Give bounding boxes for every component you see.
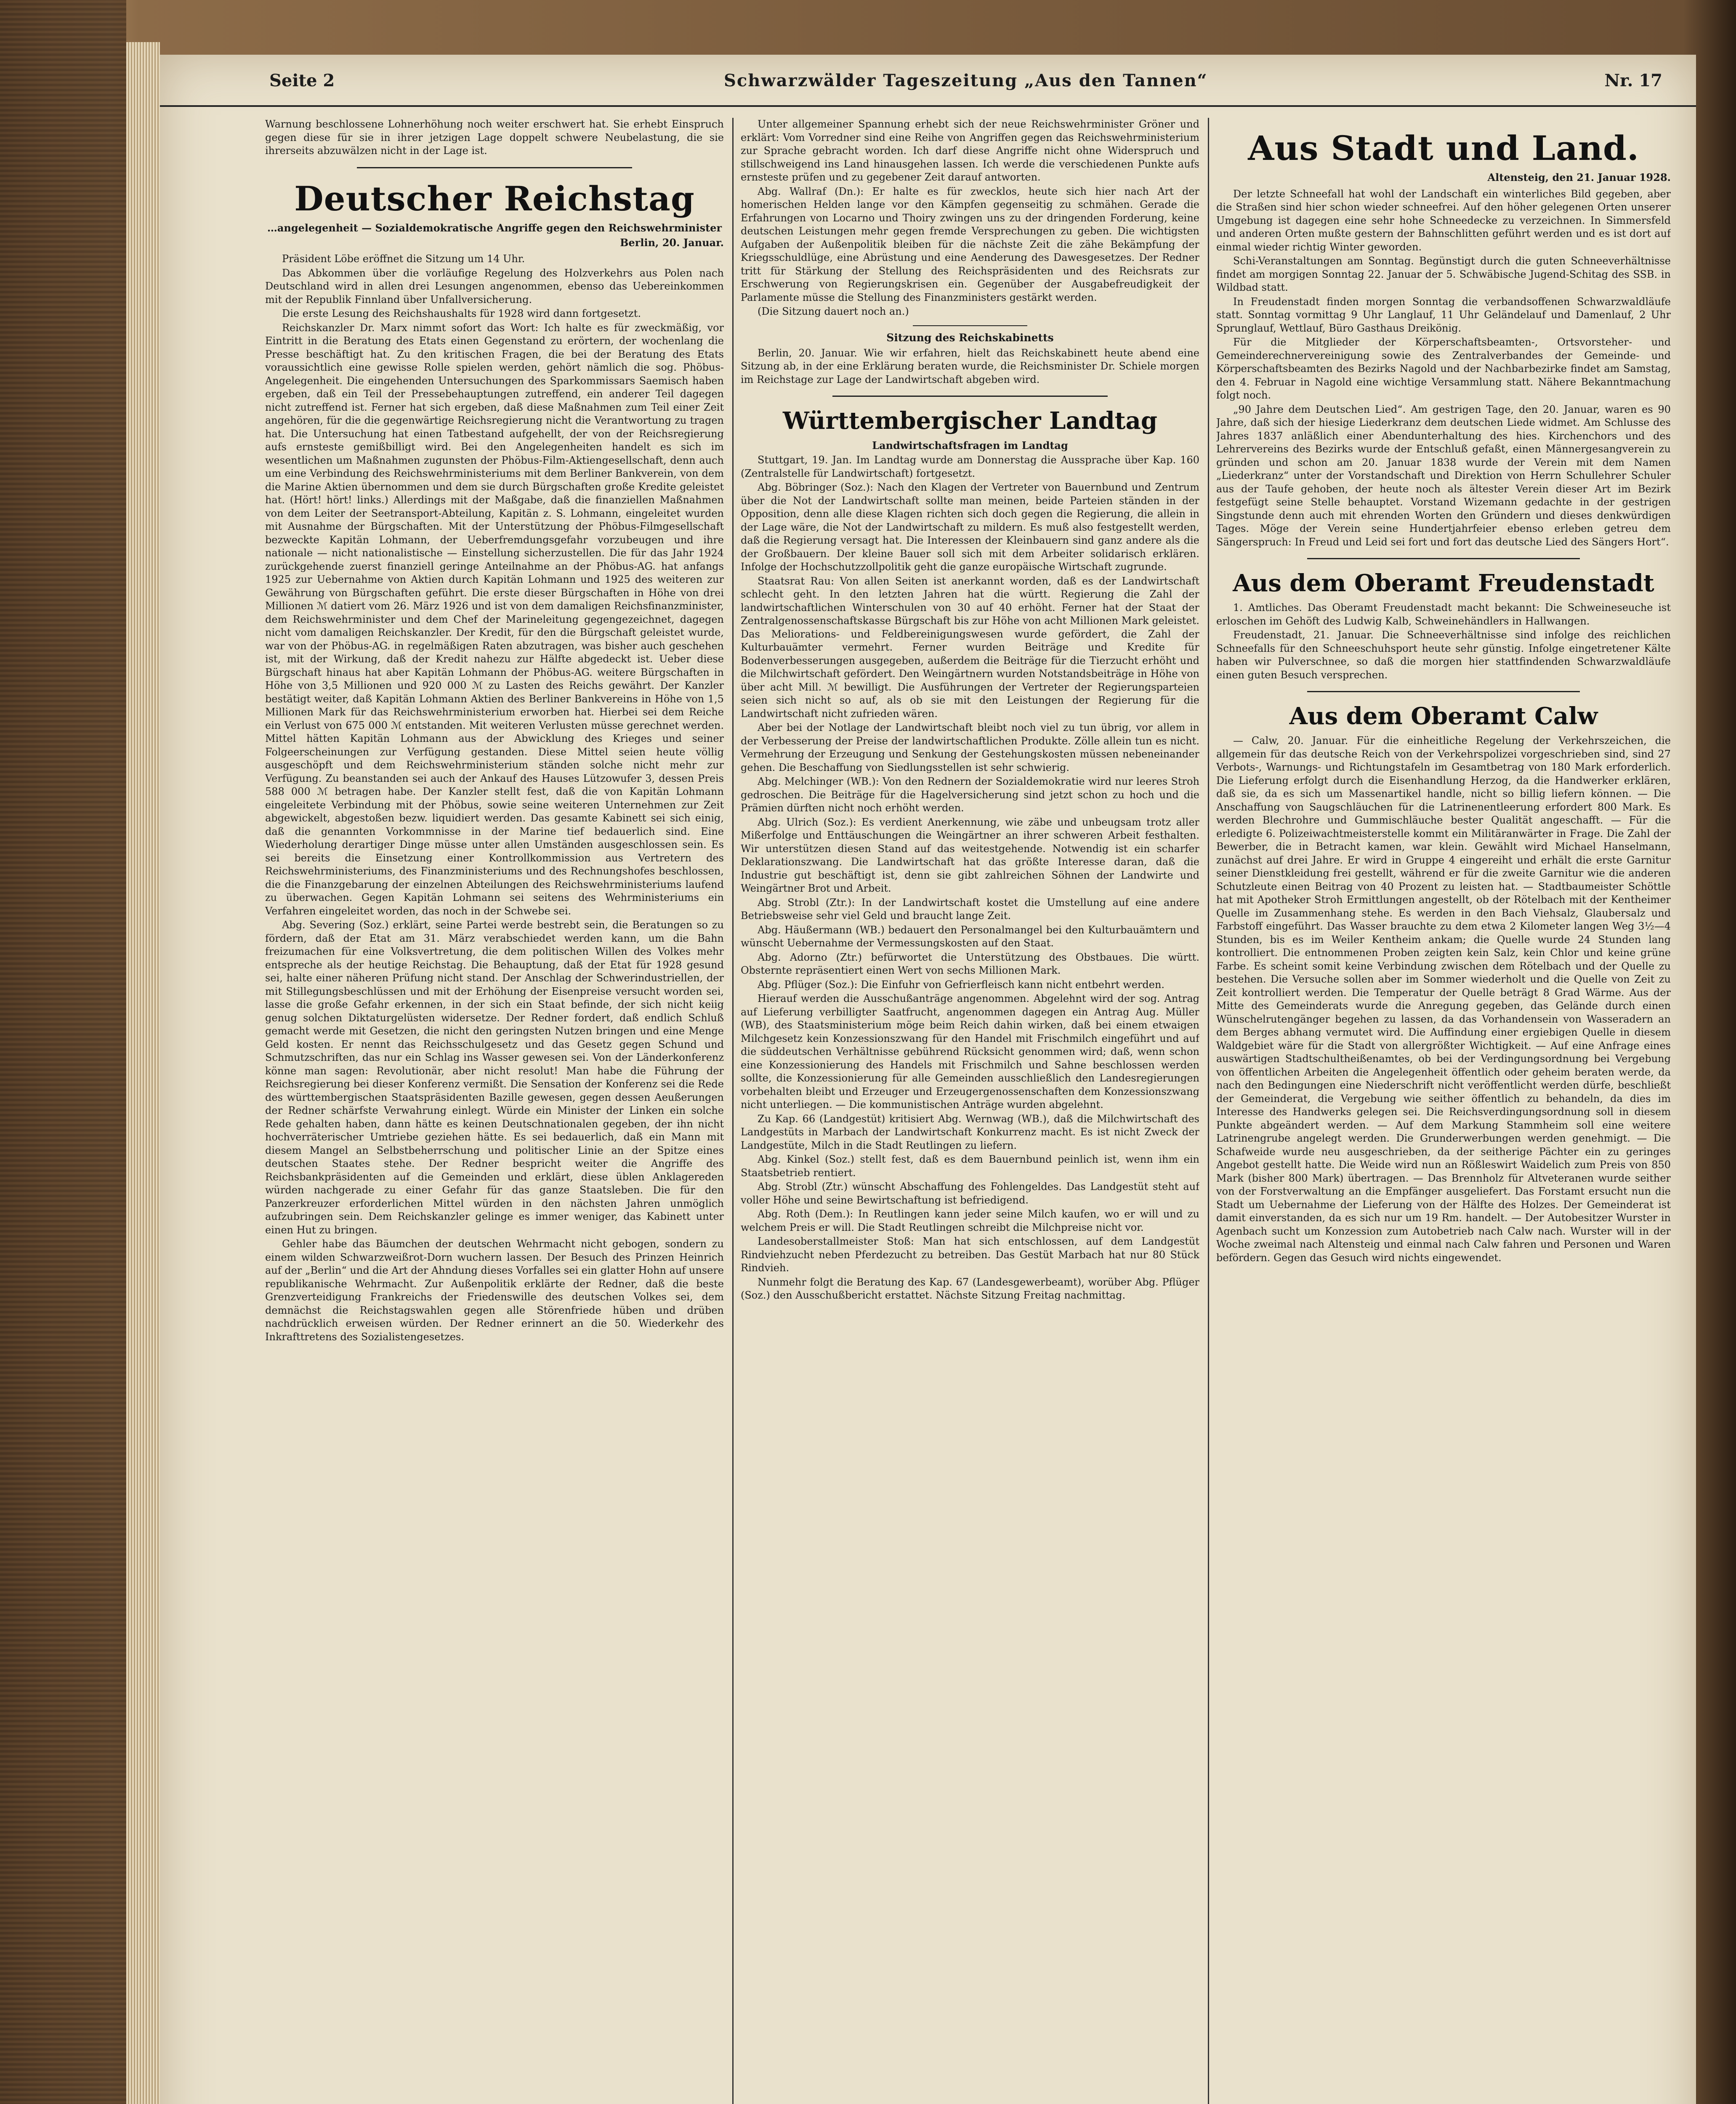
headline-freudenstadt: Aus dem Oberamt Freudenstadt (1233, 569, 1654, 597)
column-rule (732, 118, 734, 2104)
article-paragraph: Abg. Pflüger (Soz.): Die Einfuhr von Gefrierfleisch kann nicht entbehrt werden. (758, 978, 1165, 991)
article-divider (913, 325, 1028, 326)
headline-landtag: Württembergischer Landtag (783, 407, 1157, 435)
column-rule (1208, 118, 1209, 2104)
article-paragraph: Landesoberstallmeister Stoß: Man hat sich entschlossen, auf dem Landgestüt Rindviehzucht neben Pferdezucht zu betreiben. Das Gestüt Marbach hat nur 80 Stück Rindvieh. (741, 1235, 1199, 1274)
article-paragraph: Für die Mitglieder der Körperschaftsbeamten-, Ortsvorsteher- und Gemeinderechnervereinigung sowie des Zentralverbandes der Gemeinde- und Körperschaftsbeamten des Bezirks Nagold und der Nachbarbezirke findet am Samstag, den 4. Februar in Nagold eine wichtige Versammlung statt. Nähere Bekanntmachung folgt noch. (1216, 336, 1671, 401)
article-paragraph: Schi-Veranstaltungen am Sonntag. Begünstigt durch die guten Schneeverhältnisse findet am morgigen Sonntag 22. Januar der 5. Schwäbische Jugend-Schitag des SSB. in Wildbad statt. (1216, 255, 1671, 293)
article-paragraph: Abg. Böbringer (Soz.): Nach den Klagen der Vertreter von Bauernbund und Zentrum über die Not der Landwirtschaft sollte man meinen, beide Parteien ständen in der Opposition, denn alle diese Klagen richten sich doch gegen die Regierung, die allein in der Lage wäre, die Not der Landwirtschaft zu mildern. Es muß also festgestellt werden, daß die Regierung versagt hat. Die Interessen der Kleinbauern sind ganz andere als die der Großbauern. Der kleine Bauer soll sich mit dem Arbeiter solidarisch erklären. Infolge der Hochschutzzollpolitik geht die ganze europäische Wirtschaft zugrunde. (741, 481, 1199, 573)
article-paragraph: Abg. Ulrich (Soz.): Es verdient Anerkennung, wie zäbe und unbeugsam trotz aller Mißerfolge und Enttäuschungen die Weingärtner an ihrer schweren Arbeit festhalten. Wir unterstützen diesen Stand auf das weitestgehende. Notwendig ist ein scharfer Deklarationszwang. Die Landwirtschaft hat das größte Interesse daran, daß die Industrie gut beschäftigt ist, denn sie gibt zahlreichen Söhnen der Landwirte und Weingärtner Brot und Arbeit. (741, 816, 1199, 894)
article-paragraph: Abg. Kinkel (Soz.) stellt fest, daß es dem Bauernbund peinlich ist, wenn ihm ein Staatsbetrieb rentiert. (741, 1153, 1199, 1179)
article-paragraph: Reichskanzler Dr. Marx nimmt sofort das Wort: Ich halte es für zweckmäßig, vor Eintritt in die Beratung des Etats einen Gegenstand zu erörtern, der wochenlang die Presse beschäftigt hat. Zu den kritischen Fragen, die bei der Beratung des Etats voraussichtlich eine gewisse Rolle spielen werden, gehört nämlich die sog. Phöbus-Angelegenheit. Die eingehenden Untersuchungen des Sparkommissars Saemisch haben ergeben, daß ein Teil der Pressebehauptungen zutreffend, ein anderer Teil dagegen nicht zutreffend ist. Ferner hat sich ergeben, daß diese Maßnahmen zum Teil einer Zeit angehören, für die die gegenwärtige Reichsregierung nicht die Verantwortung zu tragen hat. Die Untersuchung hat einen Tatbestand aufgehellt, der von der Reichsregierung aufs ernsteste gemißbilligt wird. Bei den Angelegenheiten handelt es sich im wesentlichen um Maßnahmen zugunsten der Phöbus-Film-Aktiengesellschaft, denn auch um eine Verbindung des Reichswehrministeriums mit dem Berliner Bankverein, von dem die Marine Aktien übernommen und dem sie durch Bürgschaften große Kredite geleistet hat. (Hört! hört! links.) Allerdings mit der Maßgabe, daß die finanziellen Maßnahmen von dem Leiter der Seetransport-Abteilung, Kapitän z. S. Lohmann, eingeleitet wurden mit Ausnahme der Bürgschaften. Mit der Unterstützung der Phöbus-Filmgesellschaft bezweckte Kapitän Lohmann, der Ueberfremdungsgefahr vorzubeugen und ihre nationale — nicht nationalistische — Einstellung sicherzustellen. Die für das Jahr 1924 zurückgehende zuerst finanziell geringe Anteilnahme an der Phöbus-AG. hat anfangs 1925 zur Uebernahme von Aktien durch Kapitän Lohmann und 1925 des weiteren zur Gewährung von Bürgschaften geführt. Die erste dieser Bürgschaften in Höhe von drei Millionen ℳ datiert vom 26. März 1926 und ist von dem damaligen Reichsfinanzminister, dem Reichswehrminister und dem Chef der Marineleitung gegengezeichnet, dagegen nicht vom damaligen Reichskanzler. Der Kredit, für den die Bürgschaft geleistet wurde, war von der Phöbus-AG. in regelmäßigen Raten abzutragen, was bisher auch geschehen ist, mit der Wirkung, daß der Kredit nahezu zur Hälfte abgedeckt ist. Ueber diese Bürgschaft hinaus hat aber Kapitän Lohmann der Phöbus-AG. weitere Bürgschaften in Höhe von 3,5 Millionen und 920 000 ℳ zu Lasten des Reichs gewährt. Der Kanzler bestätigt weiter, daß Kapitän Lohmann Aktien des Berliner Bankvereins in Höhe von 1,5 Millionen Mark für das Reichswehrministerium erworben hat. Hierbei sei dem Reiche ein Verlust von 675 000 ℳ entstanden. Mit weiteren Verlusten müsse gerechnet werden. Mittel hätten Kapitän Lohmann aus der Abwicklung des Krieges und seiner Folgeerscheinungen zur Verfügung gestanden. Diese Mittel seien heute völlig ausgeschöpft und dem Reichswehrministerium ständen solche nicht mehr zur Verfügung. Zu beanstanden sei auch der Ankauf des Hauses Lützowufer 3, dessen Preis 588 000 ℳ betragen habe. Der Kanzler stellt fest, daß die von Kapitän Lohmann eingeleitete Verbindung mit der Phöbus, sowie seine weiteren Unternehmen zur Zeit abgewickelt, abgestoßen bezw. liquidiert werden. Das gesamte Kabinett sei sich einig, daß die genannten Vorkommnisse in der Marine tief bedauerlich sind. Eine Wiederholung derartiger Dinge müsse unter allen Umständen ausgeschlossen sein. Es sei bereits die Einsetzung einer Kontrollkommission aus Vertretern des Reichswehrministeriums, des Finanzministeriums und des Rechnungshofes beschlossen, die die Finanzgebarung der einzelnen Abteilungen des Reichswehrministeriums laufend zu überwachen. Gegen Kapitän Lohmann sei seitens des Wehrministeriums ein Verfahren eingeleitet worden, das noch in der Schwebe sei. (265, 321, 724, 917)
article-paragraph: „90 Jahre dem Deutschen Lied“. Am gestrigen Tage, den 20. Januar, waren es 90 Jahre, daß sich der hiesige Liederkranz dem deutschen Liede widmet. Am Schlusse des Jahres 1837 anläßlich einer Abendunterhaltung des hies. Kirchenchors und des Lehrervereins des Bezirks wurde der Entschluß gefaßt, einen Männergesangverein zu gründen und schon am 20. Januar 1838 wurde der Verein mit dem Namen „Liederkranz“ unter der Vorstandschaft und Direktion von Herrn Schullehrer Schuler aus der Taufe gehoben, der heute noch als ältester Verein dieser Art im Bezirk festgefügt seine Stelle behauptet. Vorstand Wizemann gedachte in der gestrigen Singstunde denn auch mit ehrenden Worten den Gründern und dieses denkwürdigen Tages. Möge der Verein seine Hundertjahrfeier ebenso erleben getreu dem Sängerspruch: In Freud und Leid sei fort und fort das deutsche Lied des Sängers Hort“. (1216, 403, 1671, 548)
article-paragraph: — Calw, 20. Januar. Für die einheitliche Regelung der Verkehrszeichen, die allgemein für das deutsche Reich von der Verkehrspolizei vorgeschrieben sind, sind 27 Verbots-, Warnungs- und Richtungstafeln im Gesamtbetrag von 180 Mark erforderlich. Die Lieferung erfolgt durch die Eisenhandlung Herzog, da die Handwerker erklären, daß sie, da es sich um Massenartikel handle, nicht so billig liefern können. — Die Anschaffung von Saugschläuchen für die Latrinenentleerung erfordert 800 Mark. Es werden Blechrohre und Gummischläuche bester Qualität angeschafft. — Für die erledigte 6. Polizeiwachtmeisterstelle kommt ein Militäranwärter in Frage. Die Zahl der Bewerber, die in Betracht kamen, war klein. Gewählt wird Michael Hanselmann, zunächst auf drei Jahre. Er wird in Gruppe 4 eingereiht und erhält die erste Garnitur seiner Dienstkleidung frei gestellt, während er für die zweite Garnitur wie die anderen Schutzleute einen Beitrag von 40 Prozent zu leisten hat. — Stadtbaumeister Schöttle hat mit Apotheker Stroh Ermittlungen angestellt, ob der Rötelbach mit der Kentheimer Quelle im Zusammenhang stehe. Es werden in den Bach Viehsalz, Glaubersalz und Farbstoff eingeführt. Das Wasser brauchte zu dem etwa 2 Kilometer langen Weg 3½—4 Stunden, bis es im Weiler Kentheim ankam; die Quelle wurde 24 Stunden lang kontrolliert. Die entnommenen Proben zeigten kein Salz, kein Chlor und keine grüne Farbe. Es scheint somit keine Verbindung zwischen dem Rötelbach und der Quelle zu bestehen. Die Versuche sollen aber im Sommer wiederholt und die Quelle von Zeit zu Zeit kontrolliert werden. Die Temperatur der Quelle beträgt 8 Grad Wärme. Aus der Mitte des Gemeinderats wurde die Anregung gegeben, das Gelände durch einen Wünschelrutengänger begehen zu lassen, da das Vorhandensein von Wasseradern an dem Berges abhang vermutet wird. Die Auffindung einer ergiebigen Quelle in diesem Waldgebiet wäre für die Stadt von allergrößter Wichtigkeit. — Auf eine Anfrage eines auswärtigen Stadtschultheißenamtes, ob bei der Verdingungsordnung bei Vergebung von öffentlichen Arbeiten die Angelegenheit öffentlich oder geheim beraten werde, da nach den Bedingungen eine Niederschrift nicht veröffentlicht werden dürfe, beschließt der Gemeinderat, die Vergebung wie seither öffentlich zu behandeln, da dies im Interesse des Handwerks gelegen sei. Die Reichsverdingungsordnung soll in diesem Punkte abgeändert werden. — Auf dem Markung Stammheim soll eine weitere Latrinengrube angelegt werden. Die Grunderwerbungen werden genehmigt. — Die Schafweide wurde neu ausgeschrieben, da der seitherige Pächter ein zu geringes Angebot gestellt hatte. Die Weide wird nun an Rößleswirt Waidelich zum Preis von 850 Mark (bisher 800 Mark) übertragen. — Das Brennholz für Altveteranen wurde seither von der Forstverwaltung an die Empfänger ausgeliefert. Das Forstamt ersucht nun die Stadt um Uebernahme der Lieferung von der Hälfte des Holzes. Der Gemeinderat ist damit einverstanden, da es sich nur um 19 Rm. handelt. — Der Autobesitzer Wurster in Agenbach sucht um Konzession zum Autobetrieb nach Calw nach. Wurster will in der Woche zweimal nach Altensteig und einmal nach Calw fahren und Personen und Waren befördern. Gegen das Gesuch wird nichts eingewendet. (1216, 735, 1671, 1264)
article-paragraph: Aber bei der Notlage der Landwirtschaft bleibt noch viel zu tun übrig, vor allem in der Verbesserung der Preise der landwirtschaftlichen Produkte. Zölle allein tun es nicht. Vermehrung der Erzeugung und Senkung der Gestehungskosten müssen nebeneinander gehen. Die Beschaffung von Siedlungsstellen ist sehr schwierig. (741, 722, 1199, 773)
article-paragraph: Nunmehr folgt die Beratung des Kap. 67 (Landesgewerbeamt), worüber Abg. Pflüger (Soz.) den Ausschußbericht erstattet. Nächste Sitzung Freitag nachmittag. (741, 1276, 1199, 1301)
article-divider (832, 396, 1108, 397)
headline-stadt-land: Aus Stadt und Land. (1248, 128, 1639, 168)
article-paragraph: (Die Sitzung dauert noch an.) (758, 306, 909, 317)
article-paragraph: Gehler habe das Bäumchen der deutschen Wehrmacht nicht gebogen, sondern zu einem wilden Schwarzweißrot-Dorn wuchern lassen. Der Besuch des Prinzen Heinrich auf der „Berlin“ und die Art der Ahndung dieses Vorfalles sei ein glatter Hohn auf unsere republikanische Wehrmacht. Zur Außenpolitik erklärte der Redner, daß die beste Grenzverteidigung Frankreichs der Friedenswille des deutschen Volkes sei, dem demnächst die Reichstagswahlen gegen alle Störenfriede hüben und drüben nachdrücklich erweisen würden. Der Redner erinnert an die 50. Wiederkehr des Inkrafttretens des Sozialistengesetzes. (265, 1238, 724, 1343)
newspaper-title: Schwarzwälder Tageszeitung „Aus den Tannen“ (724, 71, 1208, 90)
article-paragraph: Abg. Adorno (Ztr.) befürwortet die Unterstützung des Obstbaues. Die württ. Obsternte repräsentiert einen Wert von sechs Millionen Mark. (741, 951, 1199, 976)
article-paragraph: Hierauf werden die Ausschußanträge angenommen. Abgelehnt wird der sog. Antrag auf Lieferung verbilligter Saatfrucht, angenommen dagegen ein Antrag Aug. Müller (WB), des Staatsministerium möge beim Reich dahin wirken, daß bei einem etwaigen Milchgesetz kein Konzessionszwang für den Handel mit Frischmilch eingeführt und auf die süddeutschen Verhältnisse gebührend Rücksicht genommen wird; daß, wenn schon eine Konzessionierung des Handels mit Frischmilch und Sahne beschlossen werden sollte, die Konzessionierung für alle Gemeinden ausschließlich den Landesregierungen vorbehalten bleibt und Erzeuger und Erzeugergenossenschaften dem Konzessionszwang nicht unterliegen. — Die kommunistischen Anträge wurden abgelehnt. (741, 993, 1199, 1110)
subheadline: …angelegenheit — Sozialdemokratische Angriffe gegen den Reichswehrminister (267, 221, 722, 234)
book-binding (0, 0, 126, 2104)
article-paragraph: Stuttgart, 19. Jan. Im Landtag wurde am Donnerstag die Aussprache über Kap. 160 (Zentralstelle für Landwirtschaft) fortgesetzt. (741, 454, 1199, 479)
article-text: Warnung beschlossene Lohnerhöhung noch weiter erschwert hat. Sie erhebt Einspruch gegen diese für sie in ihrer jetzigen Lage doppelt schwere Neubelastung, die sie ihrerseits abzuwälzen nicht in der Lage ist. (265, 118, 724, 157)
article-paragraph: Berlin, 20. Januar. Wie wir erfahren, hielt das Reichskabinett heute abend eine Sitzung ab, in der eine Erklärung beraten wurde, die Reichsminister Dr. Schiele morgen im Reichstage zur Lage der Landwirtschaft abgeben wird. (741, 347, 1199, 385)
subheadline: Landwirtschaftsfragen im Landtag (872, 439, 1068, 452)
article-paragraph: Freudenstadt, 21. Januar. Die Schneeverhältnisse sind infolge des reichlichen Schneefalls für den Schneeschuhsport heute sehr günstig. Infolge eingetretener Kälte haben wir Pulverschnee, so daß die morgen hier stattfindenden Schwarzwaldläufe einen guten Besuch versprechen. (1216, 629, 1671, 681)
headline-reichstag: Deutscher Reichstag (294, 178, 695, 218)
article-paragraph: Der letzte Schneefall hat wohl der Landschaft ein winterliches Bild gegeben, aber die Straßen sind hier schon wieder schneefrei. Auf den höher gelegenen Orten unserer Umgebung ist dagegen eine sehr hohe Schneedecke zu verzeichnen. In Simmersfeld und anderen Orten mußte gestern der Bahnschlitten geführt werden und es ist dort auf einmal wieder richtig Winter geworden. (1216, 188, 1671, 253)
article-paragraph: 1. Amtliches. Das Oberamt Freudenstadt macht bekannt: Die Schweineseuche ist erloschen im Gehöft des Ludwig Kalb, Schweinehändlers in Hallwangen. (1216, 602, 1671, 627)
headline-calw: Aus dem Oberamt Calw (1289, 702, 1598, 730)
page-header (160, 55, 1696, 107)
article-paragraph: Abg. Severing (Soz.) erklärt, seine Partei werde bestrebt sein, die Beratungen so zu fördern, daß der Etat am 31. März verabschiedet werden kann, um die Bahn freizumachen für eine Volksvertretung, die dem politischen Willen des Volkes mehr entspreche als der heutige Reichstag. Die Behauptung, daß der Etat für 1928 gesund sei, halte einer näheren Prüfung nicht stand. Der Anschlag der Schwerindustriellen, der mit Stillegungsbeschlüssen und mit der Erhöhung der Eisenpreise versucht worden sei, lasse die große Gefahr erkennen, in der sich ein Staat befinde, der sich nicht keiig genug solchen Diktaturgelüsten widersetze. Der Redner fordert, daß endlich Schluß gemacht werde mit Gesetzen, die nicht den geringsten Nutzen bringen und eine Menge Geld kosten. Er nennt das Reichsschulgesetz und das Gesetz gegen Schund und Schmutzschriften, das nur ein Schlag ins Wasser gewesen sei. Von der Länderkonferenz könne man sagen: Revolutionär, aber nicht resolut! Man habe die Führung der Reichsregierung bei dieser Konferenz vermißt. Die Sensation der Konferenz sei die Rede des württembergischen Staatspräsidenten Bazille gewesen, gegen dessen Aeußerungen der Redner schärfste Verwahrung einlegt. Würde ein Minister der Linken ein solche Rede gehalten haben, dann hätte es keinen Deutschnationalen gegeben, der ihn nicht hochverräterischer Umtriebe geziehen hätte. Es sei bedauerlich, daß ein Mann mit diesem Mangel an Selbstbeherrschung und politischer Linie an der Spitze eines deutschen Staates stehe. Der Redner bespricht weiter die Angriffe des Reichsbankpräsidenten auf die Gemeinden und erklärt, diese üblen Anklagereden würden nachgerade zu einer Gefahr für das ganze Staatsleben. Die für den Panzerkreuzer erforderlichen Mittel würden in den nächsten Jahren unmöglich aufzubringen sein. Dem Reichskanzler gelinge es immer weniger, das Kabinett unter einen Hut zu bringen. (265, 919, 724, 1236)
article-paragraph: Präsident Löbe eröffnet die Sitzung um 14 Uhr. (282, 253, 525, 265)
subheadline-kabinett: Sitzung des Reichskabinetts (886, 331, 1054, 344)
article-paragraph: Abg. Strobl (Ztr.): In der Landwirtschaft kostet die Umstellung auf eine andere Betriebsweise sehr viel Geld und braucht lange Zeit. (741, 896, 1199, 922)
column-2 (741, 118, 1199, 2104)
issue-number: Nr. 17 (1604, 71, 1662, 90)
article-divider (1307, 691, 1580, 692)
column-3 (1216, 118, 1671, 2104)
article-divider (1307, 558, 1580, 559)
article-paragraph: Zu Kap. 66 (Landgestüt) kritisiert Abg. Wernwag (WB.), daß die Milchwirtschaft des Landgestüts in Marbach der Landwirtschaft Konkurrenz macht. Es ist nicht Zweck der Landgestüte, Milch in die Stadt Reutlingen zu liefern. (741, 1113, 1199, 1151)
column-1 (265, 118, 724, 2104)
page-number: Seite 2 (269, 71, 335, 90)
dateline: Altensteig, den 21. Januar 1928. (1487, 171, 1671, 183)
article-paragraph: Abg. Roth (Dem.): In Reutlingen kann jeder seine Milch kaufen, wo er will und zu welchem Preis er will. Die Stadt Reutlingen schreibt die Milchpreise nicht vor. (741, 1208, 1199, 1233)
page-edges (126, 42, 160, 2104)
article-paragraph: Abg. Häußermann (WB.) bedauert den Personalmangel bei den Kulturbauämtern und wünscht Uebernahme der Vermessungskosten auf den Staat. (741, 924, 1199, 949)
article-paragraph: Unter allgemeiner Spannung erhebt sich der neue Reichswehrminister Gröner und erklärt: Vom Vorredner sind eine Reihe von Angriffen gegen das Reichswehrministerium zur Sprache gebracht worden. Ich darf diese Angriffe nicht ohne Widerspruch und stillschweigend ins Land hinausgehen lassen. Ich werde die verschiedenen Punkte aufs ernsteste prüfen und zu gegebener Zeit darauf antworten. (741, 118, 1199, 183)
article-paragraph: Staatsrat Rau: Von allen Seiten ist anerkannt worden, daß es der Landwirtschaft schlecht geht. In den letzten Jahren hat die württ. Regierung die Zahl der landwirtschaftlichen Winterschulen von 30 auf 40 erhöht. Ferner hat der Staat der Zentralgenossenschaftskasse Bürgschaft bis zur Höhe von acht Millionen Mark geleistet. Das Meliorations- und Feldbereinigungswesen wurde gefördert, die Zahl der Kulturbauämter vermehrt. Ferner wurden Beiträge und Kredite für Bodenverbesserungen ausgegeben, außerdem die Beiträge für die Tierzucht erhöht und die Milchwirtschaft gefördert. Den Weingärtnern wurden Notstandsbeiträge in Höhe von über acht Mill. ℳ bewilligt. Die Ausführungen der Vertreter der Regierungsparteien seien sich nicht so auf, als ob sie mit den Leistungen der Regierung für die Landwirtschaft nicht zufrieden wären. (741, 575, 1199, 720)
article-paragraph: Abg. Melchinger (WB.): Von den Rednern der Sozialdemokratie wird nur leeres Stroh gedroschen. Die Beiträge für die Hagelversicherung sind jetzt schon zu hoch und die Prämien dürften nicht noch erhöht werden. (741, 776, 1199, 814)
article-paragraph: Das Abkommen über die vorläufige Regelung des Holzverkehrs aus Polen nach Deutschland wird in allen drei Lesungen angenommen, ebenso das Uebereinkommen mit der Republik Finnland über Unfallversicherung. (265, 267, 724, 306)
article-divider (357, 167, 632, 168)
article-paragraph: Abg. Strobl (Ztr.) wünscht Abschaffung des Fohlengeldes. Das Landgestüt steht auf voller Höhe und seine Bewirtschaftung ist befriedigend. (741, 1181, 1199, 1206)
article-paragraph: Die erste Lesung des Reichshaushalts für 1928 wird dann fortgesetzt. (282, 308, 641, 319)
newspaper-page (160, 55, 1696, 2104)
article-paragraph: Abg. Wallraf (Dn.): Er halte es für zwecklos, heute sich hier nach Art der homerischen Helden lange vor den Kämpfen gegenseitig zu schmähen. Gerade die Erfahrungen von Locarno und Thoiry zwingen uns zu der dringenden Forderung, keine deutschen Leistungen mehr gegen fremde Versprechungen zu geben. Die wichtigsten Aufgaben der Außenpolitik bleiben für die nächste Zeit die zähe Bekämpfung der Kriegsschuldlüge, eine Abrüstung und eine Aenderung des Dawesgesetzes. Der Redner tritt für Stärkung der Stellung des Reichspräsidenten und des Reichsrats zur Erschwerung von Regierungskrisen ein. Gegenüber der Ausgabefreudigkeit der Parlamente müsse die Stellung des Finanzministers gestärkt werden. (741, 185, 1199, 303)
article-paragraph: In Freudenstadt finden morgen Sonntag die verbandsoffenen Schwarzwaldläufe statt. Sonntag vormittag 9 Uhr Langlauf, 11 Uhr Geländelauf und Damenlauf, 2 Uhr Sprunglauf, Wettlauf, Büro Gasthaus Dreikönig. (1216, 295, 1671, 334)
dateline: Berlin, 20. Januar. (620, 236, 724, 249)
